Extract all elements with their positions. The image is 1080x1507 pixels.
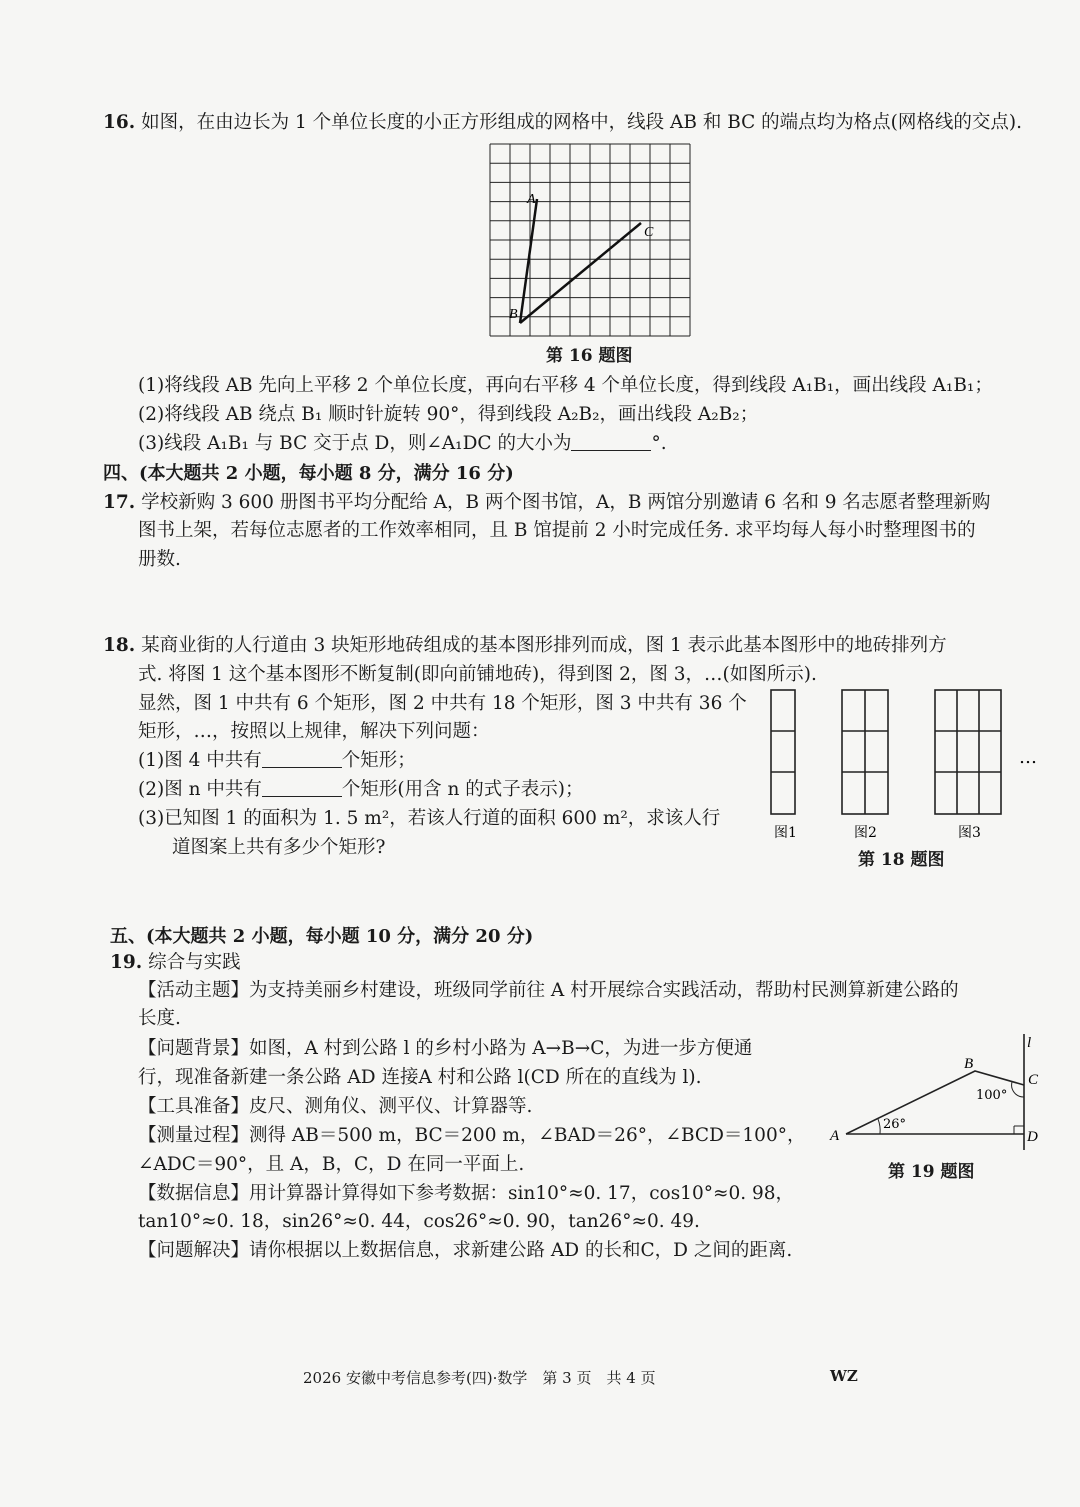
q18-line3: 显然，图 1 中共有 6 个矩形，图 2 中共有 18 个矩形，图 3 中共有 36 个 bbox=[138, 693, 747, 714]
q18-blank-1[interactable] bbox=[262, 749, 342, 768]
label-c: C bbox=[644, 225, 654, 240]
section-4-heading: 四、(本大题共 2 小题，每小题 8 分，满分 16 分) bbox=[103, 463, 514, 484]
q16-part2: (2)将线段 AB 绕点 B₁ 顺时针旋转 90°，得到线段 A₂B₂，画出线段 A₂B₂； bbox=[138, 404, 759, 425]
section-5-heading: 五、(本大题共 2 小题，每小题 10 分，满分 20 分) bbox=[110, 926, 534, 947]
label-a: A bbox=[527, 192, 536, 207]
footer-text: 2026 安徽中考信息参考(四)·数学 第 3 页 共 4 页 bbox=[303, 1369, 656, 1387]
q17-line1 bbox=[103, 488, 990, 517]
label-c: C bbox=[1028, 1072, 1039, 1088]
q16-stem-text: 如图，在由边长为 1 个单位长度的小正方形组成的网格中，线段 AB 和 BC 的端点均为格点(网格线的交点). bbox=[141, 112, 1022, 133]
q17-line1-text: 学校新购 3 600 册图书平均分配给 A，B 两个图书馆，A，B 两馆分别邀请 6 名和 9 名志愿者整理新购 bbox=[141, 492, 991, 513]
q16-stem bbox=[103, 108, 1022, 137]
q19-number: 19. bbox=[110, 952, 143, 973]
q19-line9: tan10°≈0. 18，sin26°≈0. 44，cos26°≈0. 90，tan26°≈0. 49. bbox=[138, 1211, 700, 1232]
footer-code: WZ bbox=[830, 1367, 858, 1385]
segment-ab-line bbox=[520, 199, 537, 323]
label-l: l bbox=[1027, 1035, 1032, 1051]
grid-lines bbox=[490, 144, 690, 336]
q19-line2: 长度. bbox=[138, 1008, 181, 1029]
q17-line2: 图书上架，若每位志愿者的工作效率相同，且 B 馆提前 2 小时完成任务. 求平均每人每小时整理图书的 bbox=[138, 520, 976, 541]
q19-line3: 【问题背景】如图，A 村到公路 l 的乡村小路为 A→B→C，为进一步方便通 bbox=[138, 1038, 753, 1059]
segment-bc bbox=[520, 223, 641, 323]
ellipsis: … bbox=[1019, 747, 1037, 768]
q19-line4: 行，现准备新建一条公路 AD 连接A 村和公路 l(CD 所在的直线为 l). bbox=[138, 1067, 702, 1088]
q16-part3 bbox=[138, 429, 667, 458]
q19-caption: 第 19 题图 bbox=[888, 1162, 975, 1182]
q18-part2-end: 个矩形(用含 n 的式子表示)； bbox=[341, 779, 584, 800]
label-b: B bbox=[509, 307, 518, 322]
fig1-label: 图1 bbox=[774, 825, 797, 841]
label-d: D bbox=[1027, 1129, 1038, 1145]
q18-part2-text: (2)图 n 中共有 bbox=[138, 779, 262, 800]
q17-number: 17. bbox=[103, 492, 136, 513]
q19-line8: 【数据信息】用计算器计算得如下参考数据：sin10°≈0. 17，cos10°≈0. 98， bbox=[138, 1183, 795, 1204]
fig3-label: 图3 bbox=[958, 825, 981, 841]
q18-part3-cont: 道图案上共有多少个矩形? bbox=[172, 837, 386, 858]
angle-26-label: 26° bbox=[883, 1117, 907, 1132]
q18-line1-text: 某商业街的人行道由 3 块矩形地砖组成的基本图形排列而成，图 1 表示此基本图形中的地砖排列方 bbox=[141, 635, 947, 656]
q17-line3: 册数. bbox=[138, 549, 181, 570]
q16-part3-unit: °. bbox=[651, 433, 667, 454]
q19-line10: 【问题解决】请你根据以上数据信息，求新建公路 AD 的长和C，D 之间的距离. bbox=[138, 1240, 793, 1261]
fig2-label: 图2 bbox=[854, 825, 877, 841]
q18-part1-text: (1)图 4 中共有 bbox=[138, 750, 262, 771]
q18-part1 bbox=[138, 746, 416, 775]
q18-figure bbox=[765, 685, 1065, 870]
angle-100-label: 100° bbox=[976, 1088, 1008, 1103]
q16-grid-figure bbox=[485, 141, 695, 339]
q16-caption: 第 16 题图 bbox=[546, 346, 633, 366]
q19-title-line bbox=[110, 948, 241, 977]
q19-line6: 【测量过程】测得 AB＝500 m，BC＝200 m，∠BAD＝26°，∠BCD＝100°， bbox=[138, 1125, 806, 1146]
q16-number: 16. bbox=[103, 112, 136, 133]
q18-number: 18. bbox=[103, 635, 136, 656]
q18-part1-end: 个矩形； bbox=[341, 750, 416, 771]
label-a: A bbox=[830, 1128, 840, 1144]
q18-blank-2[interactable] bbox=[262, 778, 342, 797]
q18-line2: 式. 将图 1 这个基本图形不断复制(即向前铺地砖)，得到图 2，图 3，…(如图所示). bbox=[138, 664, 817, 685]
label-b: B bbox=[964, 1056, 974, 1072]
q18-line4: 矩形，…，按照以上规律，解决下列问题： bbox=[138, 721, 490, 742]
q16-answer-blank[interactable] bbox=[571, 432, 651, 451]
q18-line1 bbox=[103, 631, 947, 660]
q19-title: 综合与实践 bbox=[148, 952, 241, 973]
q18-part3: (3)已知图 1 的面积为 1. 5 m²，若该人行道的面积 600 m²，求该人行 bbox=[138, 808, 721, 829]
q18-caption: 第 18 题图 bbox=[858, 850, 945, 870]
q18-part2 bbox=[138, 775, 584, 804]
q16-part1: (1)将线段 AB 先向上平移 2 个单位长度，再向右平移 4 个单位长度，得到线段 A₁B₁，画出线段 A₁B₁； bbox=[138, 375, 993, 396]
q19-line7: ∠ADC＝90°，且 A，B，C，D 在同一平面上. bbox=[138, 1154, 525, 1175]
fig3-outline bbox=[935, 690, 1001, 814]
q19-line5: 【工具准备】皮尺、测角仪、测平仪、计算器等. bbox=[138, 1096, 533, 1117]
q19-line1: 【活动主题】为支持美丽乡村建设，班级同学前往 A 村开展综合实践活动，帮助村民测算新建公路的 bbox=[138, 980, 959, 1001]
q19-figure bbox=[828, 1030, 1053, 1160]
fig1-outline bbox=[771, 690, 795, 814]
q16-part3-text: (3)线段 A₁B₁ 与 BC 交于点 D，则∠A₁DC 的大小为 bbox=[138, 433, 572, 454]
